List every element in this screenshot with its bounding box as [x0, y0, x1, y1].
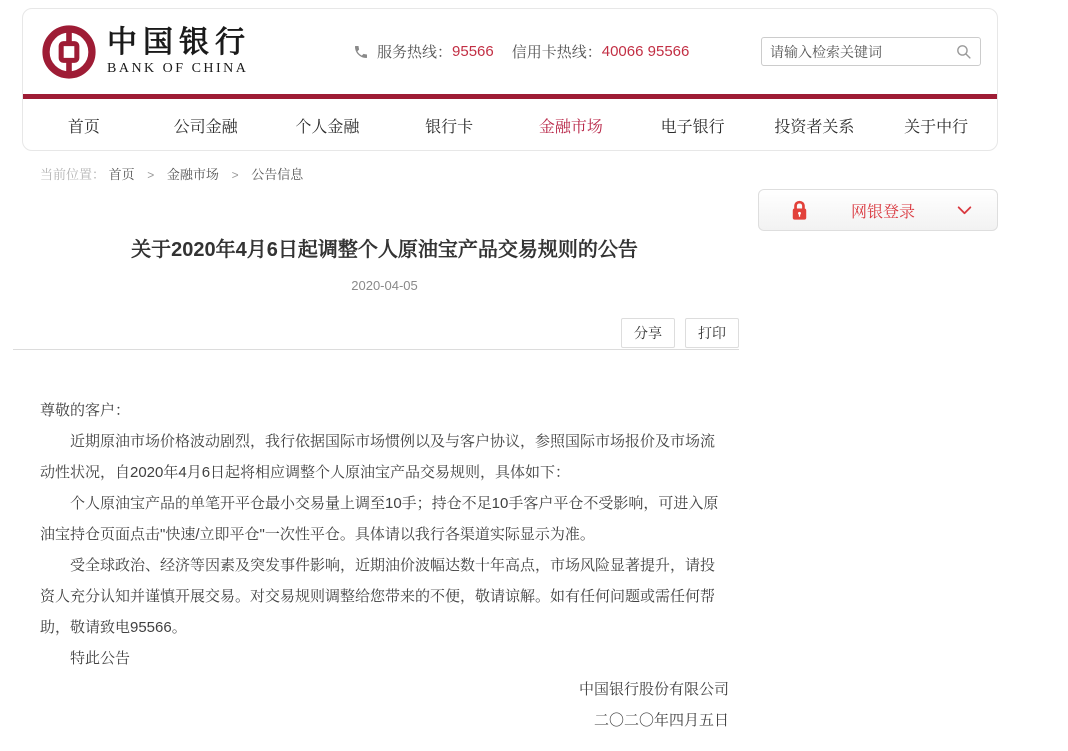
signature-company: 中国银行股份有限公司 — [578, 681, 729, 698]
search-icon[interactable] — [955, 43, 972, 60]
bank-logo-text — [107, 27, 251, 77]
article-paragraph: 受全球政治、经济等因素及突发事件影响，近期油价波幅达数十年高点，市场风险显著提升，请投资人充分认知并谨慎开展交易。对交易规则调整给您带来的不便，敬请谅解。如有任何问题或需任何帮助，敬请致电95566。 — [40, 557, 716, 636]
article-salutation: 尊敬的客户： — [40, 402, 131, 419]
chevron-down-icon — [957, 206, 972, 215]
service-hotline-number: 95566 — [452, 43, 494, 60]
article-title: 关于2020年4月6日起调整个人原油宝产品交易规则的公告 — [131, 239, 638, 261]
print-button[interactable]: 打印 — [685, 318, 739, 348]
nav-item-investor-relations[interactable]: 投资者关系 — [774, 118, 855, 136]
nav-item-e-banking[interactable]: 电子银行 — [660, 118, 725, 136]
online-banking-login-label: 网银登录 — [850, 203, 915, 221]
article-divider — [13, 349, 739, 350]
bank-logo[interactable] — [41, 24, 251, 80]
breadcrumb-separator: > — [231, 168, 239, 182]
search-input[interactable] — [770, 44, 955, 60]
article-paragraph: 近期原油市场价格波动剧烈，我行依据国际市场惯例以及与客户协议，参照国际市场报价及市场流动性状况，自2020年4月6日起将相应调整个人原油宝产品交易规则，具体如下： — [40, 433, 716, 481]
article-body — [40, 395, 729, 736]
credit-card-hotline-number: 40066 95566 — [601, 43, 690, 60]
search-box — [761, 37, 981, 66]
nav-item-bank-cards[interactable]: 银行卡 — [425, 118, 474, 136]
article-date: 2020-04-05 — [351, 278, 418, 293]
breadcrumb-home[interactable]: 首页 — [108, 167, 135, 182]
service-hotline-label: 服务热线： — [377, 44, 453, 61]
hotline-block — [353, 41, 689, 62]
nav-item-financial-markets[interactable]: 金融市场 — [538, 118, 603, 136]
article-actions — [50, 318, 739, 348]
phone-icon — [353, 44, 369, 60]
main-navigation — [23, 99, 997, 151]
signature-date: 二〇二〇年四月五日 — [593, 712, 729, 729]
nav-item-about-boc[interactable]: 关于中行 — [904, 118, 969, 136]
bank-of-china-logo-icon — [41, 24, 97, 80]
article-paragraph: 个人原油宝产品的单笔开平仓最小交易量上调至10手；持仓不足10手客户平仓不受影响，可进入原油宝持仓页面点击"快速/立即平仓"一次性平仓。具体请以我行各渠道实际显示为准。 — [40, 495, 719, 543]
bank-name-english: BANK OF CHINA — [107, 60, 249, 76]
announcement-article — [13, 237, 739, 736]
online-banking-login-button[interactable] — [758, 189, 998, 231]
breadcrumb — [40, 164, 303, 183]
breadcrumb-separator: > — [147, 168, 155, 182]
bank-name-chinese: 中国银行 — [107, 25, 251, 59]
credit-card-hotline-label: 信用卡热线： — [511, 44, 602, 61]
lock-icon — [790, 200, 809, 221]
breadcrumb-financial-markets[interactable]: 金融市场 — [166, 167, 219, 182]
nav-item-home[interactable]: 首页 — [67, 118, 100, 136]
nav-item-personal-banking[interactable]: 个人金融 — [295, 118, 360, 136]
share-button[interactable]: 分享 — [621, 318, 675, 348]
nav-item-corporate-banking[interactable]: 公司金融 — [173, 118, 238, 136]
breadcrumb-announcements[interactable]: 公告信息 — [251, 167, 304, 182]
header-container — [22, 8, 998, 151]
breadcrumb-prefix: 当前位置： — [40, 167, 106, 182]
header-row — [23, 9, 997, 94]
article-closing: 特此公告 — [70, 650, 131, 667]
